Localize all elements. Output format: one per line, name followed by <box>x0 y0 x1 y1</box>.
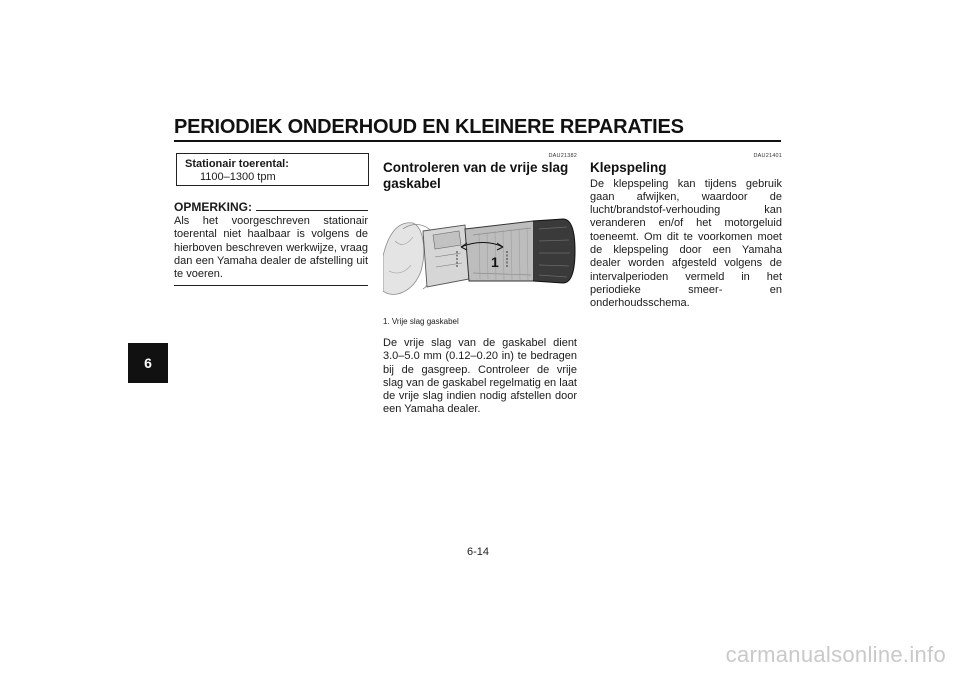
throttle-section <box>383 153 577 417</box>
throttle-grip-illustration <box>383 201 577 301</box>
spec-value: 1100–1300 tpm <box>200 171 276 183</box>
note-rule <box>256 210 368 211</box>
note-block <box>174 200 368 286</box>
note-end-rule <box>174 285 368 286</box>
section-title: Controleren van de vrije slag gaskabel <box>383 160 569 191</box>
figure-callout-1: 1 <box>491 254 499 270</box>
spec-box <box>176 153 369 186</box>
page-number: 6-14 <box>467 546 490 558</box>
title-rule <box>174 140 781 142</box>
chapter-tab: 6 <box>128 343 168 383</box>
valve-text: De klepspeling kan tijdens gebruik gaan afwijken, waardoor de lucht/brandstof-verhouding kan veranderen en/of het motorgeluid toeneemt. Om dit te voorkomen moet de klepspeling door een Yamaha dealer worden afgesteld volgens de intervalperioden vermeld in het periodieke smeer- en onderhoudsschema. <box>590 177 782 310</box>
throttle-figure <box>383 201 577 301</box>
watermark: carmanualsonline.info <box>725 642 946 667</box>
note-header <box>174 200 368 214</box>
section-title: Klepspeling <box>590 160 667 175</box>
section-code: DAU21382 <box>548 153 577 159</box>
spec-label: Stationair toerental: <box>185 158 289 170</box>
throttle-text: De vrije slag van de gaskabel dient 3.0–5.0 mm (0.12–0.20 in) te bedragen bij de gasgreep. Controleer de vrije slag van de gaskabel regelmatig en laat de vrije slag indien nodig afstellen door een Yamaha dealer. <box>383 337 577 416</box>
note-label: OPMERKING: <box>174 200 252 214</box>
page-title: PERIODIEK ONDERHOUD EN KLEINERE REPARATIES <box>174 116 684 138</box>
note-text: Als het voorgeschreven stationair toerental niet haalbaar is volgens de hierboven beschreven werkwijze, vraag dan een Yamaha dealer de afstelling uit te voeren. <box>174 215 368 281</box>
figure-caption: 1. Vrije slag gaskabel <box>383 317 459 326</box>
valve-section <box>590 153 782 310</box>
section-code: DAU21401 <box>753 153 782 159</box>
